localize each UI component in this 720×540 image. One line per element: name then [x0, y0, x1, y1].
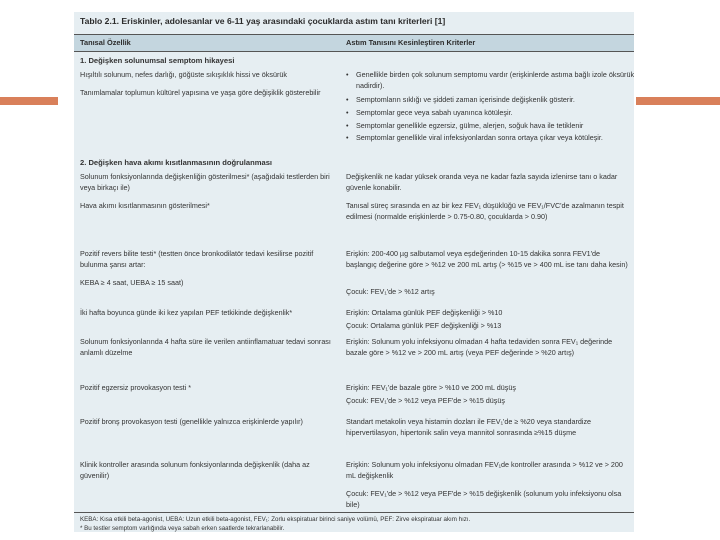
- row-reversibility-right-2: Çocuk: FEV₁'de > %12 artış: [346, 287, 435, 296]
- section-1-left-1: Hışıltılı solunum, nefes darlığı, göğüste sıkışıklık hissi ve öksürük: [80, 70, 287, 79]
- row-exercise-right-2: Çocuk: FEV₁'de > %12 veya PEF'de > %15 düşüş: [346, 396, 505, 405]
- section-1-left-2: Tanımlamalar toplumun kültürel yapısına ve yaşa göre değişiklik gösterebilir: [80, 88, 321, 97]
- row-variability-left: Solunum fonksiyonlarında değişkenliğin gösterilmesi* (aşağıdaki testlerden biri veya birkaçı ile): [80, 172, 330, 192]
- row-exercise-right: Erişkin: FEV₁'de bazale göre > %10 ve 200 mL düşüş: [346, 383, 516, 392]
- section-1-bullet: • Semptomlar genellikle viral infeksiyonlardan sonra ortaya çıkar veya kötüleşir.: [346, 133, 634, 144]
- section-1-bullet: • Semptomlar genellikle egzersiz, gülme, alerjen, soğuk hava ile tetiklenir: [346, 121, 634, 132]
- row-treatment-right: Erişkin: Solunum yolu infeksiyonu olmadan 4 hafta tedaviden sonra FEV₁ değerinde bazale göre > %12 ve > 200 mL artış (veya PEF değerinde > %20 artış): [346, 337, 613, 357]
- row-pef-left: İki hafta boyunca günde iki kez yapılan PEF tetkikinde değişkenlik*: [80, 308, 293, 317]
- row-clinic-visits-right-2: Çocuk: FEV₁'de > %12 veya PEF'de > %15 değişkenlik (solunum yolu infeksiyonu olsa bile): [346, 489, 622, 509]
- slide-accent-bar-right: [636, 97, 720, 105]
- slide-accent-bar-left: [0, 97, 58, 105]
- section-2-heading: 2. Değişken hava akımı kısıtlanmasının doğrulanması: [80, 158, 273, 167]
- row-reversibility-left: Pozitif revers bilite testi* (testten önce bronkodilatör tedavi kesilirse pozitif bulunma şansı artar:: [80, 249, 314, 269]
- row-treatment-left: Solunum fonksiyonlarında 4 hafta süre ile verilen antiinflamatuar tedavi sonrası anlamlı düzelme: [80, 337, 331, 357]
- row-provocation-left: Pozitif bronş provokasyon testi (genellikle yalnızca erişkinlerde yapılır): [80, 417, 303, 426]
- row-clinic-visits-left: Klinik kontroller arasında solunum fonksiyonlarında değişkenlik (daha az güvenilir): [80, 460, 310, 480]
- row-reversibility-right: Erişkin: 200-400 µg salbutamol veya eşdeğerinden 10-15 dakika sonra FEV1'de başlangıç değerine göre > %12 ve 200 mL artış (> %15 ve > 400 mL ise tanı daha kesin): [346, 249, 628, 269]
- row-pef-right: Erişkin: Ortalama günlük PEF değişkenliği > %10: [346, 308, 503, 317]
- header-confirming-criteria: Astım Tanısını Kesinleştiren Kriterler: [346, 38, 476, 47]
- footnote-asterisk: * Bu testler semptom varlığında veya sabah erken saatlerde tekrarlanabilir.: [80, 525, 285, 532]
- scanned-table-document: [74, 12, 634, 532]
- row-variability-right: Değişkenlik ne kadar yüksek oranda veya ne kadar fazla sayıda izlenirse tanı o kadar güvenle konabilir.: [346, 172, 618, 192]
- row-airflow-left: Hava akımı kısıtlanmasının gösterilmesi*: [80, 201, 210, 210]
- section-1-heading: 1. Değişken solunumsal semptom hikayesi: [80, 56, 235, 65]
- section-1-bullet: • Semptomların sıklığı ve şiddeti zaman içerisinde değişkenlik gösterir.: [346, 95, 634, 106]
- row-exercise-left: Pozitif egzersiz provokasyon testi *: [80, 383, 192, 392]
- row-airflow-right: Tanısal süreç sırasında en az bir kez FEV₁ düşüklüğü ve FEV₁/FVC'de azalmanın tespit edilmesi (normalde erişkinlerde > 0.75-0.80, çocuklarda > 0.90): [346, 201, 624, 221]
- footnote-abbreviations: KEBA: Kısa etkili beta-agonist, UEBA: Uzun etkili beta-agonist, FEV₁: Zorlu ekspiratuar birinci saniye volümü, PEF: Zirve ekspiratuar akım hızı.: [80, 516, 471, 523]
- row-clinic-visits-right: Erişkin: Solunum yolu infeksiyonu olmadan FEV₁de kontroller arasında > %12 ve > 200 mL değişkenlik: [346, 460, 623, 480]
- table-title: Tablo 2.1. Eriskinler, adolesanlar ve 6-11 yaş arasındaki çocuklarda astım tanı kriterleri [1]: [80, 16, 446, 26]
- header-diagnostic-feature: Tanısal Özellik: [80, 38, 131, 47]
- table-header-row: [74, 34, 634, 52]
- row-pef-right-2: Çocuk: Ortalama günlük PEF değişkenliği > %13: [346, 321, 502, 330]
- row-reversibility-left-2: KEBA ≥ 4 saat, UEBA ≥ 15 saat): [80, 278, 184, 287]
- section-1-bullet: • Semptomlar gece veya sabah uyanınca kötüleşir.: [346, 108, 634, 119]
- footnote-divider: [74, 512, 634, 513]
- section-1-bullet: • Genellikle birden çok solunum semptomu vardır (erişkinlerde astıma bağlı izole öksürük nadirdir).: [346, 70, 634, 91]
- row-provocation-right: Standart metakolin veya histamin dozları ile FEV₁'de ≥ %20 veya standardize hipervertilasyon, hipertonik salin veya mannitol sonrasında ≥%15 düşme: [346, 417, 592, 437]
